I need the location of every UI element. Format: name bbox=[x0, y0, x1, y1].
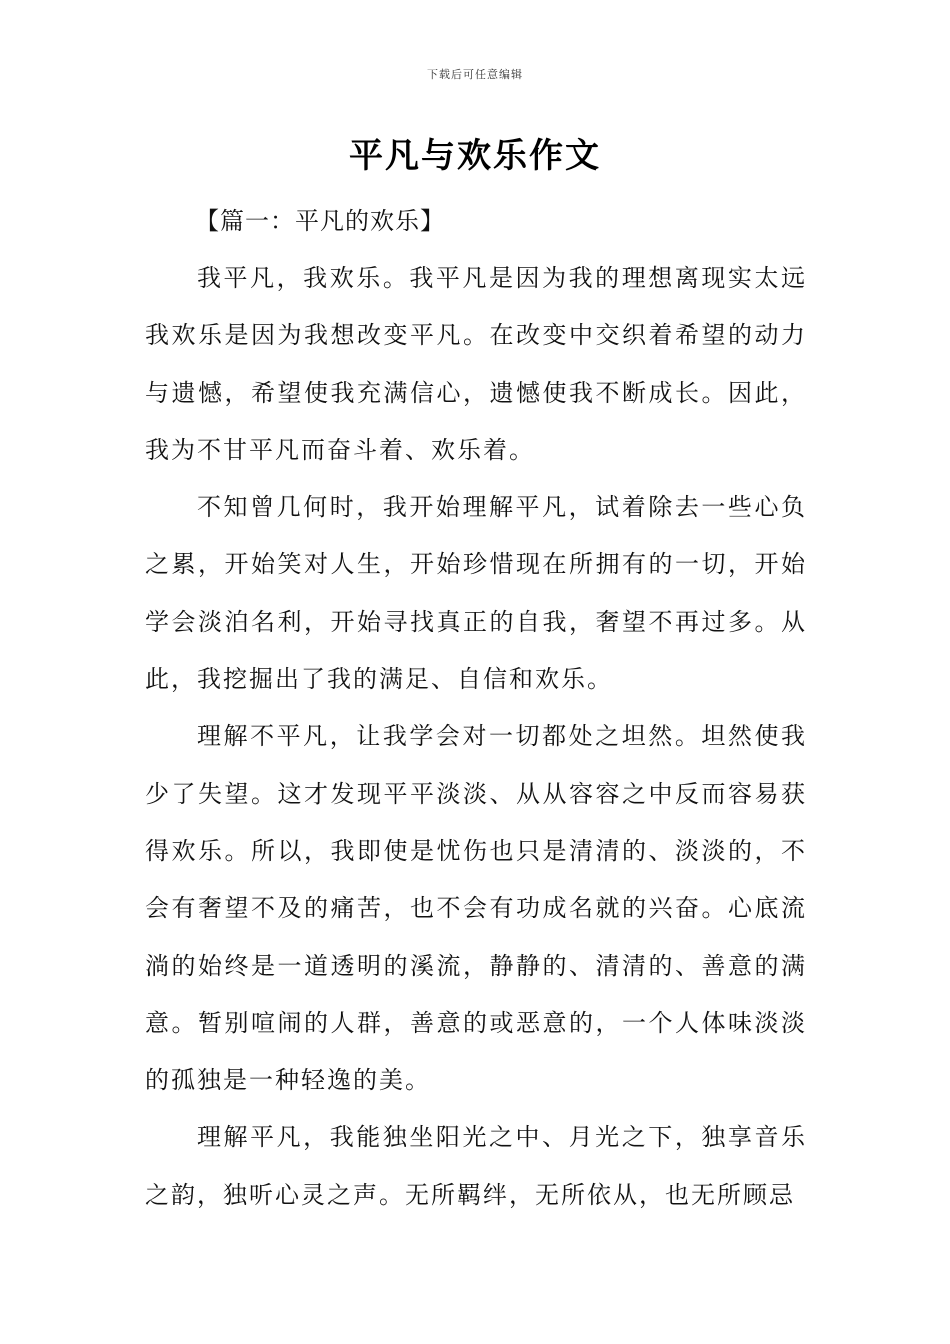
paragraph-1: 我平凡，我欢乐。我平凡是因为我的理想离现实太远我欢乐是因为我想改变平凡。在改变中交织着希望的动力与遗憾，希望使我充满信心，遗憾使我不断成长。因此，我为不甘平凡而奋斗着、欢乐着。 bbox=[145, 264, 807, 464]
paragraph-4: 理解平凡，我能独坐阳光之中、月光之下，独享音乐之韵，独听心灵之声。无所羁绊，无所依从，也无所顾忌 bbox=[145, 1123, 807, 1209]
header-note: 下载后可任意编辑 bbox=[427, 68, 523, 81]
section-heading: 【篇一：平凡的欢乐】 bbox=[195, 207, 445, 235]
paragraph-2: 不知曾几何时，我开始理解平凡，试着除去一些心负之累，开始笑对人生，开始珍惜现在所拥有的一切，开始学会淡泊名利，开始寻找真正的自我，奢望不再过多。从此，我挖掘出了我的满足、自信和欢乐。 bbox=[145, 493, 807, 694]
paragraph-3: 理解不平凡，让我学会对一切都处之坦然。坦然使我少了失望。这才发现平平淡淡、从从容容之中反而容易获得欢乐。所以，我即使是忧伤也只是清清的、淡淡的，不会有奢望不及的痛苦，也不会有功成名就的兴奋。心底流淌的始终是一道透明的溪流，静静的、清清的、善意的满意。暂别喧闹的人群，善意的或恶意的，一个人体味淡淡的孤独是一种轻逸的美。 bbox=[145, 722, 807, 1095]
document-body bbox=[145, 193, 807, 1224]
document-title: 平凡与欢乐作文 bbox=[349, 136, 601, 176]
